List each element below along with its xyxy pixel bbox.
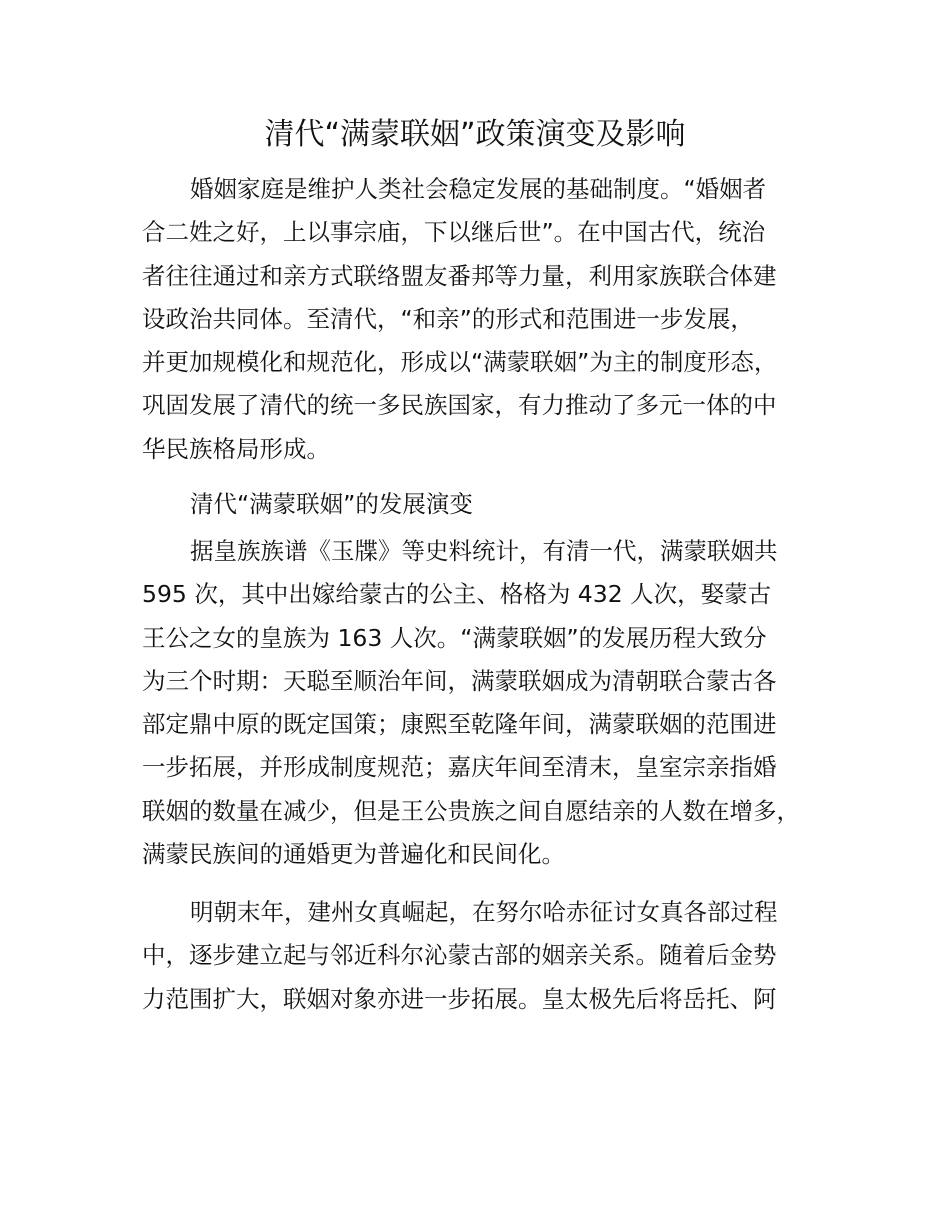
text-line: 据皇族族谱《玉牒》等史料统计，有清一代，满蒙联姻共 [190, 537, 778, 565]
text-line: 明朝末年，建州女真崛起，在努尔哈赤征讨女真各部过程 [190, 898, 778, 926]
text-line: 婚姻家庭是维护人类社会稳定发展的基础制度。“婚姻者 [190, 175, 767, 203]
text-line: 联姻的数量在减少，但是王公贵族之间自愿结亲的人数在增多， [142, 796, 800, 825]
text-line: 中，逐步建立起与邻近科尔沁蒙古部的姻亲关系。随着后金势 [142, 941, 777, 970]
text-line: 华民族格局形成。 [142, 434, 330, 463]
text-line: 巩固发展了清代的统一多民族国家，有力推动了多元一体的中 [142, 391, 777, 420]
paragraph-ming-end [142, 891, 842, 1021]
text-line: 合二姓之好，上以事宗庙，下以继后世”。在中国古代，统治 [142, 218, 766, 247]
text-line: 设政治共同体。至清代，“和亲”的形式和范围进一步发展， [142, 304, 754, 333]
text-line: 者往往通过和亲方式联络盟友番邦等力量，利用家族联合体建 [142, 261, 777, 290]
text-line: 力范围扩大，联姻对象亦进一步拓展。皇太极先后将岳托、阿 [142, 984, 777, 1013]
text-line: 王公之女的皇族为 163 人次。“满蒙联姻”的发展历程大致分 [142, 623, 767, 652]
text-line: 部定鼎中原的既定国策；康熙至乾隆年间，满蒙联姻的范围进 [142, 710, 777, 739]
document-title: 清代“满蒙联姻”政策演变及影响 [264, 117, 686, 152]
text-line: 一步拓展，并形成制度规范；嘉庆年间至清末，皇室宗亲指婚 [142, 753, 777, 782]
paragraph-intro [142, 168, 842, 471]
text-line: 满蒙民族间的通婚更为普遍化和民间化。 [142, 840, 565, 869]
paragraph-statistics [142, 530, 842, 876]
text-line: 为三个时期：天聪至顺治年间，满蒙联姻成为清朝联合蒙古各 [142, 666, 777, 695]
section-heading-text: 清代“满蒙联姻”的发展演变 [190, 490, 473, 518]
text-line: 并更加规模化和规范化，形成以“满蒙联姻”为主的制度形态， [142, 348, 778, 377]
section-heading [142, 483, 842, 526]
text-line: 595 次，其中出嫁给蒙古的公主、格格为 432 人次，娶蒙古 [142, 580, 772, 609]
